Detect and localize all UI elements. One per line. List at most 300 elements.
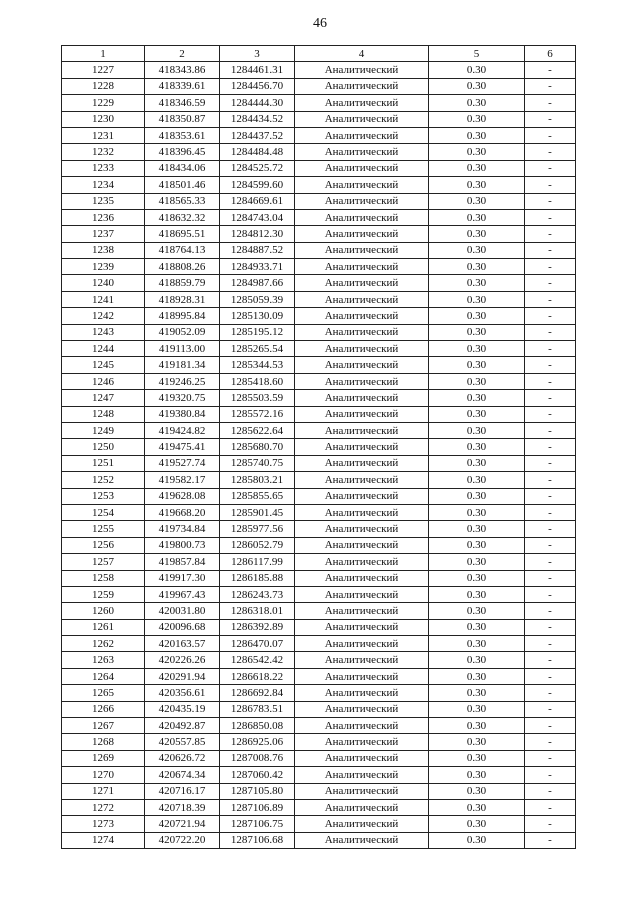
cell-accuracy: 0.30 xyxy=(429,554,525,570)
cell-x-coordinate: 420722.20 xyxy=(145,832,220,848)
cell-point-number: 1265 xyxy=(62,685,145,701)
table-row xyxy=(62,750,576,766)
cell-note: - xyxy=(525,341,576,357)
table-row xyxy=(62,537,576,553)
cell-method: Аналитический xyxy=(295,209,429,225)
cell-y-coordinate: 1286850.08 xyxy=(220,718,295,734)
table-row xyxy=(62,422,576,438)
table-row xyxy=(62,554,576,570)
cell-accuracy: 0.30 xyxy=(429,390,525,406)
cell-accuracy: 0.30 xyxy=(429,504,525,520)
cell-accuracy: 0.30 xyxy=(429,160,525,176)
cell-accuracy: 0.30 xyxy=(429,668,525,684)
cell-y-coordinate: 1287106.68 xyxy=(220,832,295,848)
cell-note: - xyxy=(525,636,576,652)
cell-accuracy: 0.30 xyxy=(429,455,525,471)
table-row xyxy=(62,242,576,258)
table-row xyxy=(62,291,576,307)
cell-point-number: 1229 xyxy=(62,95,145,111)
cell-note: - xyxy=(525,718,576,734)
table-row xyxy=(62,324,576,340)
cell-x-coordinate: 418346.59 xyxy=(145,95,220,111)
cell-note: - xyxy=(525,422,576,438)
cell-method: Аналитический xyxy=(295,488,429,504)
cell-point-number: 1255 xyxy=(62,521,145,537)
cell-note: - xyxy=(525,816,576,832)
cell-note: - xyxy=(525,324,576,340)
cell-accuracy: 0.30 xyxy=(429,127,525,143)
table-row xyxy=(62,472,576,488)
cell-method: Аналитический xyxy=(295,259,429,275)
cell-y-coordinate: 1285265.54 xyxy=(220,341,295,357)
cell-y-coordinate: 1285503.59 xyxy=(220,390,295,406)
cell-y-coordinate: 1286392.89 xyxy=(220,619,295,635)
cell-note: - xyxy=(525,570,576,586)
cell-accuracy: 0.30 xyxy=(429,586,525,602)
table-row xyxy=(62,701,576,717)
cell-accuracy: 0.30 xyxy=(429,603,525,619)
cell-accuracy: 0.30 xyxy=(429,783,525,799)
cell-x-coordinate: 418695.51 xyxy=(145,226,220,242)
cell-y-coordinate: 1285059.39 xyxy=(220,291,295,307)
cell-x-coordinate: 419113.00 xyxy=(145,341,220,357)
cell-note: - xyxy=(525,619,576,635)
column-header-3: 3 xyxy=(220,46,295,62)
cell-y-coordinate: 1286052.79 xyxy=(220,537,295,553)
cell-point-number: 1248 xyxy=(62,406,145,422)
cell-y-coordinate: 1284525.72 xyxy=(220,160,295,176)
cell-method: Аналитический xyxy=(295,373,429,389)
cell-note: - xyxy=(525,78,576,94)
cell-accuracy: 0.30 xyxy=(429,652,525,668)
cell-note: - xyxy=(525,406,576,422)
cell-accuracy: 0.30 xyxy=(429,242,525,258)
cell-note: - xyxy=(525,832,576,848)
cell-note: - xyxy=(525,799,576,815)
table-row xyxy=(62,144,576,160)
cell-x-coordinate: 420492.87 xyxy=(145,718,220,734)
cell-x-coordinate: 419380.84 xyxy=(145,406,220,422)
table-row xyxy=(62,783,576,799)
cell-accuracy: 0.30 xyxy=(429,619,525,635)
cell-x-coordinate: 420626.72 xyxy=(145,750,220,766)
cell-accuracy: 0.30 xyxy=(429,701,525,717)
cell-note: - xyxy=(525,750,576,766)
table-row xyxy=(62,521,576,537)
cell-point-number: 1270 xyxy=(62,767,145,783)
cell-x-coordinate: 419052.09 xyxy=(145,324,220,340)
cell-accuracy: 0.30 xyxy=(429,472,525,488)
cell-y-coordinate: 1286318.01 xyxy=(220,603,295,619)
cell-x-coordinate: 418632.32 xyxy=(145,209,220,225)
cell-note: - xyxy=(525,668,576,684)
cell-method: Аналитический xyxy=(295,291,429,307)
cell-method: Аналитический xyxy=(295,357,429,373)
cell-accuracy: 0.30 xyxy=(429,177,525,193)
cell-point-number: 1256 xyxy=(62,537,145,553)
cell-x-coordinate: 418350.87 xyxy=(145,111,220,127)
cell-note: - xyxy=(525,537,576,553)
cell-point-number: 1246 xyxy=(62,373,145,389)
cell-x-coordinate: 418808.26 xyxy=(145,259,220,275)
cell-method: Аналитический xyxy=(295,439,429,455)
cell-method: Аналитический xyxy=(295,390,429,406)
cell-y-coordinate: 1287106.89 xyxy=(220,799,295,815)
cell-point-number: 1254 xyxy=(62,504,145,520)
cell-method: Аналитический xyxy=(295,816,429,832)
cell-point-number: 1235 xyxy=(62,193,145,209)
table-row xyxy=(62,734,576,750)
cell-x-coordinate: 420716.17 xyxy=(145,783,220,799)
cell-method: Аналитический xyxy=(295,341,429,357)
cell-note: - xyxy=(525,242,576,258)
cell-method: Аналитический xyxy=(295,570,429,586)
cell-accuracy: 0.30 xyxy=(429,734,525,750)
table-row xyxy=(62,308,576,324)
cell-point-number: 1274 xyxy=(62,832,145,848)
cell-method: Аналитический xyxy=(295,62,429,78)
table-row xyxy=(62,619,576,635)
cell-accuracy: 0.30 xyxy=(429,439,525,455)
cell-accuracy: 0.30 xyxy=(429,406,525,422)
cell-note: - xyxy=(525,783,576,799)
cell-point-number: 1249 xyxy=(62,422,145,438)
cell-x-coordinate: 419668.20 xyxy=(145,504,220,520)
cell-y-coordinate: 1286618.22 xyxy=(220,668,295,684)
table-row xyxy=(62,373,576,389)
cell-y-coordinate: 1286692.84 xyxy=(220,685,295,701)
cell-x-coordinate: 419320.75 xyxy=(145,390,220,406)
cell-note: - xyxy=(525,652,576,668)
column-header-1: 1 xyxy=(62,46,145,62)
cell-note: - xyxy=(525,373,576,389)
cell-note: - xyxy=(525,390,576,406)
cell-accuracy: 0.30 xyxy=(429,193,525,209)
cell-note: - xyxy=(525,209,576,225)
table-row xyxy=(62,357,576,373)
cell-y-coordinate: 1286470.07 xyxy=(220,636,295,652)
cell-accuracy: 0.30 xyxy=(429,357,525,373)
cell-method: Аналитический xyxy=(295,734,429,750)
cell-point-number: 1263 xyxy=(62,652,145,668)
cell-y-coordinate: 1285977.56 xyxy=(220,521,295,537)
cell-point-number: 1262 xyxy=(62,636,145,652)
cell-method: Аналитический xyxy=(295,242,429,258)
cell-point-number: 1252 xyxy=(62,472,145,488)
table-row xyxy=(62,603,576,619)
cell-note: - xyxy=(525,554,576,570)
cell-note: - xyxy=(525,275,576,291)
cell-accuracy: 0.30 xyxy=(429,488,525,504)
cell-point-number: 1251 xyxy=(62,455,145,471)
cell-note: - xyxy=(525,308,576,324)
cell-point-number: 1250 xyxy=(62,439,145,455)
cell-x-coordinate: 420163.57 xyxy=(145,636,220,652)
cell-y-coordinate: 1287106.75 xyxy=(220,816,295,832)
table-row xyxy=(62,816,576,832)
cell-point-number: 1260 xyxy=(62,603,145,619)
table-row xyxy=(62,209,576,225)
cell-method: Аналитический xyxy=(295,472,429,488)
cell-method: Аналитический xyxy=(295,554,429,570)
cell-note: - xyxy=(525,603,576,619)
table-row xyxy=(62,439,576,455)
cell-x-coordinate: 420721.94 xyxy=(145,816,220,832)
cell-note: - xyxy=(525,488,576,504)
cell-y-coordinate: 1284437.52 xyxy=(220,127,295,143)
table-row xyxy=(62,62,576,78)
table-row xyxy=(62,111,576,127)
page-number: 46 xyxy=(313,16,327,31)
table-row xyxy=(62,718,576,734)
cell-accuracy: 0.30 xyxy=(429,341,525,357)
cell-x-coordinate: 418353.61 xyxy=(145,127,220,143)
cell-y-coordinate: 1286185.88 xyxy=(220,570,295,586)
cell-x-coordinate: 418343.86 xyxy=(145,62,220,78)
table-row xyxy=(62,455,576,471)
table-row xyxy=(62,488,576,504)
table-row xyxy=(62,177,576,193)
cell-x-coordinate: 419628.08 xyxy=(145,488,220,504)
cell-note: - xyxy=(525,701,576,717)
cell-accuracy: 0.30 xyxy=(429,209,525,225)
cell-x-coordinate: 420291.94 xyxy=(145,668,220,684)
cell-accuracy: 0.30 xyxy=(429,767,525,783)
cell-y-coordinate: 1287008.76 xyxy=(220,750,295,766)
cell-method: Аналитический xyxy=(295,701,429,717)
cell-x-coordinate: 420031.80 xyxy=(145,603,220,619)
cell-y-coordinate: 1284444.30 xyxy=(220,95,295,111)
cell-x-coordinate: 418995.84 xyxy=(145,308,220,324)
cell-point-number: 1241 xyxy=(62,291,145,307)
table-row xyxy=(62,652,576,668)
table-row xyxy=(62,570,576,586)
cell-y-coordinate: 1285622.64 xyxy=(220,422,295,438)
cell-method: Аналитический xyxy=(295,193,429,209)
column-header-5: 5 xyxy=(429,46,525,62)
cell-accuracy: 0.30 xyxy=(429,111,525,127)
cell-x-coordinate: 418565.33 xyxy=(145,193,220,209)
cell-note: - xyxy=(525,685,576,701)
cell-point-number: 1232 xyxy=(62,144,145,160)
cell-note: - xyxy=(525,95,576,111)
cell-point-number: 1243 xyxy=(62,324,145,340)
cell-y-coordinate: 1285740.75 xyxy=(220,455,295,471)
table-row xyxy=(62,95,576,111)
cell-accuracy: 0.30 xyxy=(429,373,525,389)
cell-point-number: 1230 xyxy=(62,111,145,127)
cell-point-number: 1253 xyxy=(62,488,145,504)
cell-accuracy: 0.30 xyxy=(429,95,525,111)
cell-method: Аналитический xyxy=(295,619,429,635)
table-row xyxy=(62,504,576,520)
table-row xyxy=(62,832,576,848)
cell-accuracy: 0.30 xyxy=(429,750,525,766)
cell-note: - xyxy=(525,439,576,455)
cell-accuracy: 0.30 xyxy=(429,718,525,734)
cell-point-number: 1272 xyxy=(62,799,145,815)
cell-y-coordinate: 1285130.09 xyxy=(220,308,295,324)
cell-note: - xyxy=(525,357,576,373)
cell-method: Аналитический xyxy=(295,308,429,324)
table-row xyxy=(62,193,576,209)
cell-x-coordinate: 419800.73 xyxy=(145,537,220,553)
cell-x-coordinate: 418859.79 xyxy=(145,275,220,291)
cell-method: Аналитический xyxy=(295,685,429,701)
cell-method: Аналитический xyxy=(295,406,429,422)
cell-accuracy: 0.30 xyxy=(429,259,525,275)
column-header-6: 6 xyxy=(525,46,576,62)
coordinates-table xyxy=(61,45,576,849)
cell-x-coordinate: 419424.82 xyxy=(145,422,220,438)
cell-accuracy: 0.30 xyxy=(429,422,525,438)
cell-y-coordinate: 1285344.53 xyxy=(220,357,295,373)
cell-point-number: 1242 xyxy=(62,308,145,324)
cell-y-coordinate: 1284812.30 xyxy=(220,226,295,242)
cell-x-coordinate: 418928.31 xyxy=(145,291,220,307)
cell-x-coordinate: 419475.41 xyxy=(145,439,220,455)
cell-x-coordinate: 419527.74 xyxy=(145,455,220,471)
cell-point-number: 1257 xyxy=(62,554,145,570)
table-row xyxy=(62,78,576,94)
cell-y-coordinate: 1284456.70 xyxy=(220,78,295,94)
table-row xyxy=(62,341,576,357)
cell-x-coordinate: 419734.84 xyxy=(145,521,220,537)
cell-point-number: 1264 xyxy=(62,668,145,684)
table-row xyxy=(62,390,576,406)
table-row xyxy=(62,586,576,602)
cell-accuracy: 0.30 xyxy=(429,537,525,553)
cell-point-number: 1236 xyxy=(62,209,145,225)
cell-point-number: 1233 xyxy=(62,160,145,176)
cell-point-number: 1268 xyxy=(62,734,145,750)
cell-x-coordinate: 419857.84 xyxy=(145,554,220,570)
cell-method: Аналитический xyxy=(295,78,429,94)
cell-accuracy: 0.30 xyxy=(429,685,525,701)
cell-point-number: 1261 xyxy=(62,619,145,635)
table-row xyxy=(62,127,576,143)
cell-method: Аналитический xyxy=(295,455,429,471)
cell-note: - xyxy=(525,127,576,143)
cell-method: Аналитический xyxy=(295,668,429,684)
cell-x-coordinate: 420557.85 xyxy=(145,734,220,750)
cell-accuracy: 0.30 xyxy=(429,521,525,537)
cell-point-number: 1237 xyxy=(62,226,145,242)
cell-point-number: 1245 xyxy=(62,357,145,373)
cell-method: Аналитический xyxy=(295,718,429,734)
table-row xyxy=(62,767,576,783)
cell-method: Аналитический xyxy=(295,177,429,193)
cell-point-number: 1240 xyxy=(62,275,145,291)
cell-note: - xyxy=(525,504,576,520)
cell-point-number: 1259 xyxy=(62,586,145,602)
cell-y-coordinate: 1284933.71 xyxy=(220,259,295,275)
cell-point-number: 1247 xyxy=(62,390,145,406)
cell-x-coordinate: 420356.61 xyxy=(145,685,220,701)
cell-x-coordinate: 419967.43 xyxy=(145,586,220,602)
cell-point-number: 1258 xyxy=(62,570,145,586)
cell-method: Аналитический xyxy=(295,750,429,766)
cell-x-coordinate: 418396.45 xyxy=(145,144,220,160)
cell-accuracy: 0.30 xyxy=(429,570,525,586)
cell-point-number: 1231 xyxy=(62,127,145,143)
cell-method: Аналитический xyxy=(295,521,429,537)
cell-y-coordinate: 1287105.80 xyxy=(220,783,295,799)
cell-y-coordinate: 1285901.45 xyxy=(220,504,295,520)
table-header-row xyxy=(62,46,576,62)
cell-y-coordinate: 1286783.51 xyxy=(220,701,295,717)
cell-y-coordinate: 1285803.21 xyxy=(220,472,295,488)
cell-y-coordinate: 1286117.99 xyxy=(220,554,295,570)
cell-accuracy: 0.30 xyxy=(429,275,525,291)
cell-x-coordinate: 419246.25 xyxy=(145,373,220,389)
cell-accuracy: 0.30 xyxy=(429,144,525,160)
cell-note: - xyxy=(525,160,576,176)
cell-point-number: 1228 xyxy=(62,78,145,94)
table-row xyxy=(62,406,576,422)
cell-point-number: 1269 xyxy=(62,750,145,766)
cell-x-coordinate: 419917.30 xyxy=(145,570,220,586)
cell-point-number: 1238 xyxy=(62,242,145,258)
cell-x-coordinate: 420674.34 xyxy=(145,767,220,783)
cell-point-number: 1266 xyxy=(62,701,145,717)
cell-x-coordinate: 420096.68 xyxy=(145,619,220,635)
table-row xyxy=(62,275,576,291)
cell-y-coordinate: 1284887.52 xyxy=(220,242,295,258)
cell-x-coordinate: 418764.13 xyxy=(145,242,220,258)
cell-y-coordinate: 1285572.16 xyxy=(220,406,295,422)
cell-x-coordinate: 419181.34 xyxy=(145,357,220,373)
table-row xyxy=(62,685,576,701)
cell-y-coordinate: 1285855.65 xyxy=(220,488,295,504)
cell-accuracy: 0.30 xyxy=(429,324,525,340)
cell-accuracy: 0.30 xyxy=(429,308,525,324)
cell-method: Аналитический xyxy=(295,144,429,160)
cell-note: - xyxy=(525,193,576,209)
cell-note: - xyxy=(525,144,576,160)
cell-point-number: 1239 xyxy=(62,259,145,275)
cell-point-number: 1227 xyxy=(62,62,145,78)
cell-y-coordinate: 1286925.06 xyxy=(220,734,295,750)
cell-note: - xyxy=(525,521,576,537)
cell-method: Аналитический xyxy=(295,111,429,127)
cell-point-number: 1234 xyxy=(62,177,145,193)
cell-method: Аналитический xyxy=(295,767,429,783)
cell-note: - xyxy=(525,111,576,127)
cell-note: - xyxy=(525,177,576,193)
cell-note: - xyxy=(525,734,576,750)
cell-note: - xyxy=(525,767,576,783)
cell-y-coordinate: 1284461.31 xyxy=(220,62,295,78)
cell-point-number: 1273 xyxy=(62,816,145,832)
cell-note: - xyxy=(525,259,576,275)
table-header xyxy=(62,46,576,62)
cell-accuracy: 0.30 xyxy=(429,816,525,832)
table-row xyxy=(62,799,576,815)
cell-note: - xyxy=(525,472,576,488)
column-header-2: 2 xyxy=(145,46,220,62)
cell-accuracy: 0.30 xyxy=(429,291,525,307)
cell-accuracy: 0.30 xyxy=(429,636,525,652)
cell-method: Аналитический xyxy=(295,652,429,668)
cell-y-coordinate: 1286542.42 xyxy=(220,652,295,668)
cell-note: - xyxy=(525,226,576,242)
cell-method: Аналитический xyxy=(295,636,429,652)
cell-y-coordinate: 1284434.52 xyxy=(220,111,295,127)
cell-accuracy: 0.30 xyxy=(429,832,525,848)
cell-y-coordinate: 1285680.70 xyxy=(220,439,295,455)
cell-method: Аналитический xyxy=(295,275,429,291)
